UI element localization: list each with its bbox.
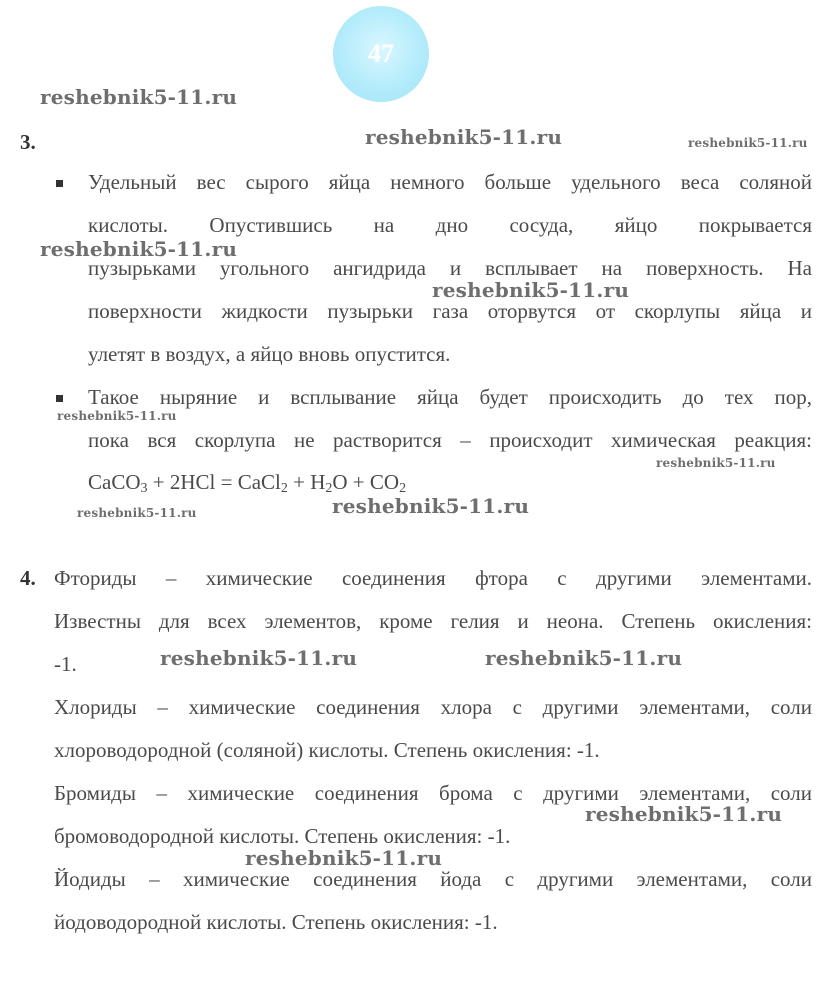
bullet-marker [56, 395, 63, 402]
task-3-bullet-2-line-1: Такое ныряние и всплывание яйца будет происходить до тех пор, [88, 385, 812, 409]
task-4-line-7: бромоводородной кислоты. Степень окисления: -1. [54, 824, 511, 848]
task-3-bullet-1-line-1: Удельный вес сырого яйца немного больше удельного веса соляной [88, 170, 812, 194]
task-4-number: 4. [20, 566, 36, 590]
page-number-badge [333, 6, 429, 102]
watermark: reshebnik5-11.ru [77, 506, 197, 520]
watermark: reshebnik5-11.ru [365, 125, 563, 149]
chemical-equation: CaCO$_3$ + 2HCl = CaCl$_2$ + $H_2O + CO_2$ [88, 470, 407, 496]
task-3-bullet-1-line-4: поверхности жидкости пузырьки газа оторвутся от скорлупы яйца и [88, 299, 812, 323]
task-4-line-2: Известны для всех элементов, кроме гелия и неона. Степень окисления: [54, 609, 812, 633]
task-3-bullet-1-line-2: кислоты. Опустившись на дно сосуда, яйцо покрывается [88, 213, 812, 237]
watermark: reshebnik5-11.ru [57, 409, 177, 423]
task-4-line-3: -1. [54, 652, 77, 676]
task-4-line-8: Йодиды – химические соединения йода с другими элементами, соли [54, 867, 812, 891]
watermark: reshebnik5-11.ru [585, 802, 783, 826]
task-4-line-1: Фториды – химические соединения фтора с другими элементами. [54, 566, 812, 590]
task-4-line-9: йодоводородной кислоты. Степень окисления: -1. [54, 910, 498, 934]
task-4-line-6: Бромиды – химические соединения брома с другими элементами, соли [54, 781, 812, 805]
watermark: reshebnik5-11.ru [688, 136, 808, 150]
watermark: reshebnik5-11.ru [332, 494, 530, 518]
task-3-bullet-1-line-5: улетят в воздух, а яйцо вновь опустится. [88, 342, 451, 366]
watermark: reshebnik5-11.ru [485, 646, 683, 670]
task-3-number: 3. [20, 130, 36, 154]
watermark: reshebnik5-11.ru [656, 456, 776, 470]
watermark: reshebnik5-11.ru [160, 646, 358, 670]
watermark: reshebnik5-11.ru [432, 278, 630, 302]
page-number: 47 [368, 39, 394, 68]
bullet-marker [56, 180, 63, 187]
task-4-line-4: Хлориды – химические соединения хлора с другими элементами, соли [54, 695, 812, 719]
watermark: reshebnik5-11.ru [40, 85, 238, 109]
watermark: reshebnik5-11.ru [245, 846, 443, 870]
task-3-bullet-2-line-2: пока вся скорлупа не растворится – происходит химическая реакция: [88, 428, 812, 452]
task-3-bullet-1-line-3: пузырьками угольного ангидрида и всплывает на поверхность. На [88, 256, 812, 280]
watermark: reshebnik5-11.ru [40, 237, 238, 261]
task-4-line-5: хлороводородной (соляной) кислоты. Степень окисления: -1. [54, 738, 600, 762]
